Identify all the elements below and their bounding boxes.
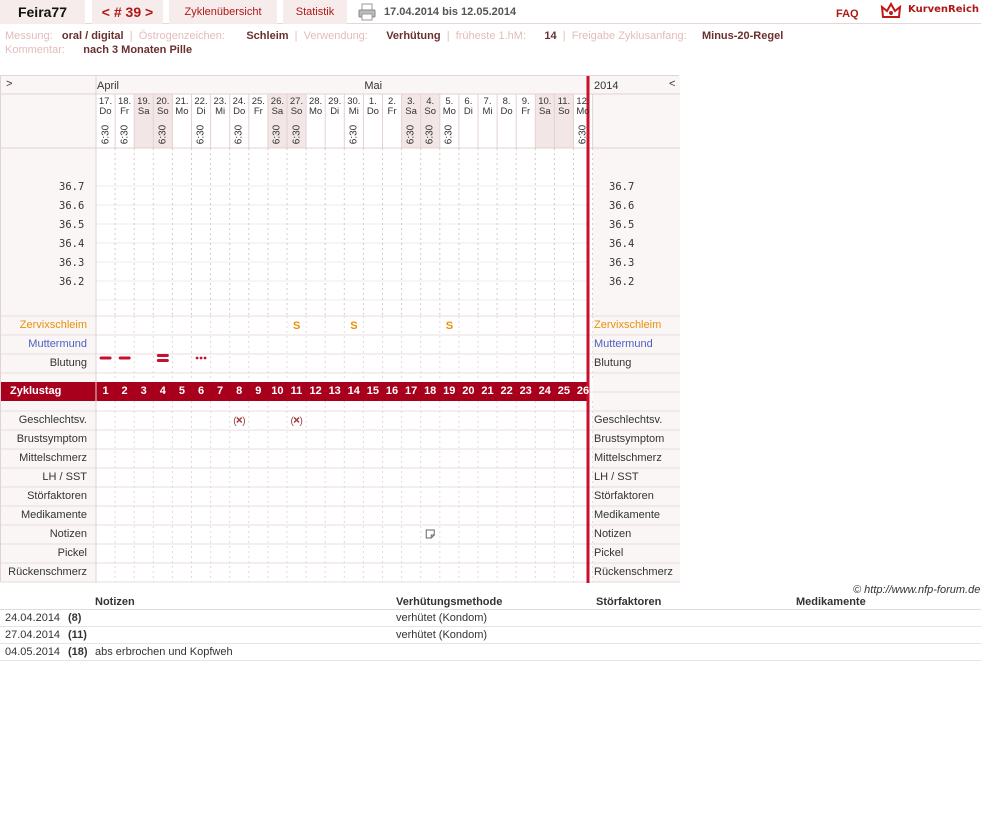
symptom-label: Rückenschmerz [8,566,87,578]
cycle-day-number: 4 [159,385,166,397]
day-date: 29. [328,96,342,107]
kommentar-label: Kommentar: [5,44,65,56]
temp-label-left: 36.5 [59,219,85,231]
temp-label-left: 36.4 [59,238,85,250]
measure-time: 6:30 [271,124,283,145]
day-weekday: Sa [271,106,284,117]
bleeding-mark[interactable] [100,357,112,360]
day-date: 28. [308,96,323,107]
symptom-label: Medikamente [20,509,87,521]
cycle-day-number: 6 [197,385,205,397]
day-weekday: So [558,106,570,117]
nav-left-arrow[interactable]: > [6,78,13,90]
table-row-divider [0,660,981,661]
day-weekday: Fr [387,106,397,117]
verwendung-value: Verhütung [386,30,441,42]
copyright[interactable]: © http://www.nfp-forum.de [853,584,981,596]
measure-time: 6:30 [233,124,245,145]
day-date: 1. [368,96,377,107]
spotting-mark[interactable] [200,357,203,360]
day-date: 9. [521,96,530,107]
cycle-day-number: 11 [290,385,303,397]
spotting-mark[interactable] [196,357,199,360]
day-date: 18. [117,96,132,107]
temp-label-right: 36.6 [609,200,635,212]
zyklustag-label: Zyklustag [10,385,62,397]
day-date: 25. [251,96,265,107]
temp-label-right: 36.2 [609,276,635,288]
day-weekday: Mi [482,106,493,117]
day-weekday: Mi [348,106,359,117]
svg-text:(: ( [233,416,237,427]
col-notizen: Notizen [95,596,135,608]
row-label-zervixschleim: Zervixschleim [19,319,87,331]
bleeding-strong-mark[interactable] [157,354,169,357]
note-date: 27.04.2014 [5,629,61,641]
symptom-label-right: Geschlechtsv. [594,414,663,426]
cycle-day-number: 1 [102,385,109,397]
symptom-label: Pickel [57,547,87,559]
day-date: 27. [289,96,304,107]
spotting-mark[interactable] [204,357,207,360]
temp-label-left: 36.3 [59,257,85,269]
day-date: 6. [464,96,473,107]
day-weekday: Do [366,106,379,117]
bleeding-mark[interactable] [119,357,131,360]
meta-line-2 [5,44,192,56]
day-weekday: Mo [442,106,456,117]
measure-time: 6:30 [348,124,360,145]
temp-label-left: 36.6 [59,200,85,212]
measure-time: 6:30 [119,124,131,145]
symptom-label-right: Störfaktoren [594,490,654,502]
day-weekday: Di [330,106,340,117]
svg-text:): ) [299,416,303,427]
day-date: 7. [483,96,492,107]
temp-label-right: 36.3 [609,257,635,269]
row-label-muttermund-right: Muttermund [594,338,653,350]
day-weekday: So [290,106,303,117]
cycle-day-number: 22 [500,385,513,397]
day-date: 21. [175,96,189,107]
day-date: 12. [576,96,590,107]
freigabe-label: Freigabe Zyklusanfang: [571,30,687,42]
col-medikamente: Medikamente [796,596,866,608]
note-method: verhütet (Kondom) [396,629,488,641]
symptom-label: LH / SST [42,471,87,483]
oestrogen-value: Schleim [246,30,289,42]
row-label-zervixschleim-right: Zervixschleim [594,319,662,331]
cycle-day-number: 21 [481,385,494,397]
measure-time: 6:30 [195,124,207,145]
symptom-label-right: Mittelschmerz [594,452,662,464]
note-date: 04.05.2014 [5,646,61,658]
col-stoerfaktoren: Störfaktoren [596,596,662,608]
temp-label-right: 36.5 [609,219,635,231]
cycle-day-number: 8 [236,385,243,397]
printer-icon[interactable] [358,3,376,21]
day-date: 5. [445,96,454,107]
note-icon[interactable] [426,530,434,538]
day-weekday: Do [500,106,513,117]
table-row-divider [0,643,981,644]
row-label-blutung: Blutung [49,357,87,369]
day-weekday: Di [196,106,206,117]
zervix-mark-s[interactable]: S [350,320,358,332]
top-bar [0,0,981,24]
day-date: 23. [213,96,227,107]
cycle-day-number: 18 [424,385,437,397]
bleeding-strong-mark[interactable] [157,359,169,362]
username: Feira77 [0,0,85,24]
table-row-divider [0,626,981,627]
kommentar-value: nach 3 Monaten Pille [83,44,193,56]
day-weekday: Sa [137,106,150,117]
day-date: 19. [137,96,151,107]
zervix-mark-s[interactable]: S [445,320,454,332]
day-date: 30. [347,96,361,107]
cycle-day-number: 2 [121,385,128,397]
symptom-label: Mittelschmerz [19,452,87,464]
day-weekday: Fr [120,106,130,117]
symptom-label-right: Rückenschmerz [594,566,673,578]
temp-label-right: 36.4 [609,238,635,250]
tab-zyklenuebersicht[interactable]: Zyklenübersicht [169,0,277,24]
cycle-day-number: 15 [366,385,380,397]
cycle-day-number: 23 [519,385,532,397]
day-weekday: Mo [576,106,590,117]
measure-time: 6:30 [157,124,169,145]
messung-value: oral / digital [61,30,124,42]
day-weekday: So [424,106,436,117]
symptom-label-right: Pickel [594,547,624,559]
note-method: verhütet (Kondom) [396,612,488,624]
day-weekday: Sa [405,106,417,117]
measure-time: 6:30 [291,124,302,145]
day-weekday: So [156,106,169,117]
cycle-day-number: 3 [140,385,147,397]
day-date: 24. [232,96,246,107]
day-date: 26. [270,96,284,107]
meta-line-1: Messung: oral / digital | Östrogenzeichen: Schleim | Verwendung: Verhütung | früheste 1.hM: 14 | Freigabe Zyklusanfang: Minus-20-Regel [5,30,784,42]
day-date: 8. [502,96,511,107]
cycle-day-number: 26 [576,385,590,397]
day-date: 10. [538,96,552,107]
chart-grid [1,76,680,583]
day-weekday: Fr [253,106,263,117]
cycle-day-number: 9 [255,385,262,397]
cycle-day-number: 25 [557,385,571,397]
symptom-label: Störfaktoren [27,490,87,502]
symptom-label-right: Notizen [594,528,632,540]
day-date: 20. [156,96,170,107]
symptom-label-right: LH / SST [594,471,639,483]
cycle-chart [0,75,679,582]
cycle-day-number: 10 [271,385,284,397]
oestrogen-label: Östrogenzeichen: [138,30,225,42]
day-date: 4. [426,96,435,107]
zervix-mark-s[interactable]: S [293,320,301,332]
temp-label-left: 36.2 [59,276,85,288]
day-weekday: Mo [175,106,189,117]
day-date: 22. [194,96,208,107]
note-cycle-day: (8) [68,612,82,624]
day-weekday: Fr [521,106,531,117]
day-weekday: Mo [308,106,323,117]
cycle-day-number: 12 [309,385,322,397]
year-label: 2014 [594,80,619,92]
note-date: 24.04.2014 [5,612,61,624]
day-weekday: Di [463,106,473,117]
svg-text:): ) [242,416,246,427]
cycle-day-number: 20 [462,385,475,397]
month-label-april: April [97,80,120,92]
note-cycle-day: (11) [68,629,87,641]
measure-time: 6:30 [405,124,417,145]
measure-time: 6:30 [443,124,455,145]
cycle-day-number: 19 [443,385,456,397]
messung-label: Messung: [5,30,53,42]
symptom-label: Notizen [49,528,87,540]
day-date: 17. [98,96,113,107]
symptom-label-right: Brustsymptom [594,433,665,445]
day-weekday: Do [233,106,246,117]
note-text: abs erbrochen und Kopfweh [95,646,233,658]
cycle-period: 17.04.2014 bis 12.05.2014 [384,6,517,18]
fruehe-value: 14 [544,30,557,42]
day-columns-background [96,94,593,583]
cycle-day-number: 17 [404,385,418,397]
day-date: 11. [557,96,571,107]
day-weekday: Do [99,106,112,117]
symptom-label-right: Medikamente [594,509,661,521]
crown-logo-icon [880,1,902,21]
measure-time: 6:30 [577,124,589,145]
measure-time: 6:30 [100,124,111,145]
symptom-label: Geschlechtsv. [18,414,87,426]
cycle-day-number: 5 [178,385,185,397]
cycle-day-number: 14 [347,385,360,397]
symptom-label: Brustsymptom [16,433,87,445]
cycle-navigator[interactable]: < # 39 > [92,0,163,24]
faq-link[interactable]: FAQ [836,8,859,20]
temp-label-left: 36.7 [59,181,85,193]
measure-time: 6:30 [424,124,436,145]
col-verhuetung: Verhütungsmethode [396,596,503,608]
verwendung-label: Verwendung: [303,30,368,42]
cycle-day-number: 13 [328,385,341,397]
month-label-mai: Mai [364,80,383,92]
fruehe-label: früheste 1.hM: [455,30,527,42]
cycle-day-number: 24 [538,385,551,397]
day-date: 3. [407,96,416,107]
brand-name[interactable]: KurvenReich [908,4,980,15]
day-date: 2. [388,96,396,107]
day-weekday: Mi [215,106,226,117]
row-label-muttermund: Muttermund [28,338,87,350]
cycle-day-number: 16 [385,385,399,397]
tab-statistik[interactable]: Statistik [283,0,347,24]
temp-label-right: 36.7 [609,181,635,193]
svg-text:(: ( [290,416,294,427]
cycle-day-number: 7 [217,385,224,397]
row-label-blutung-right: Blutung [594,357,632,369]
note-cycle-day: (18) [68,646,88,658]
day-weekday: Sa [538,106,551,117]
nav-right-arrow[interactable]: < [669,78,676,90]
freigabe-value: Minus-20-Regel [701,30,784,42]
